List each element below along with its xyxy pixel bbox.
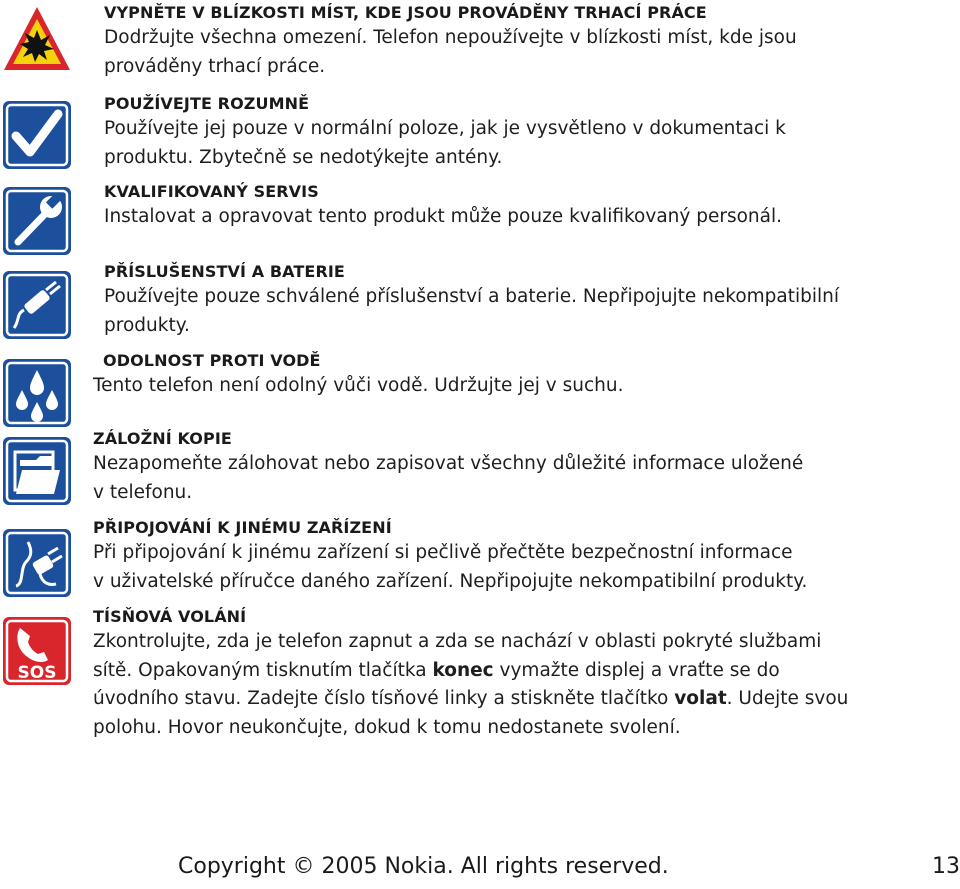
section-text: Instalovat a opravovat tento produkt může pouze kvalifikovaný personál.	[104, 206, 782, 227]
section-title: ZÁLOŽNÍ KOPIE	[93, 429, 232, 448]
text-run: sítě. Opakovaným tisknutím tlačítka	[93, 659, 433, 681]
section-title: PŘIPOJOVÁNÍ K JINÉMU ZAŘÍZENÍ	[93, 518, 392, 537]
section-text: Tento telefon není odolný vůči vodě. Udržujte jej v suchu.	[93, 375, 624, 396]
section-text: produktu. Zbytečně se nedotýkejte antény.	[104, 146, 503, 168]
section-text: Nezapomeňte zálohovat nebo zapisovat všechny důležité informace uložené	[93, 453, 804, 474]
water-drops-icon	[2, 358, 72, 428]
section-title: TÍSŇOVÁ VOLÁNÍ	[93, 607, 247, 626]
section-text	[93, 657, 848, 686]
folder-backup-icon	[2, 436, 72, 506]
section-title: PŘÍSLUŠENSTVÍ A BATERIE	[104, 262, 345, 281]
section-title: KVALIFIKOVANÝ SERVIS	[104, 182, 319, 201]
section-text: Dodržujte všechna omezení. Telefon nepoužívejte v blízkosti míst, kde jsou	[104, 27, 797, 48]
section-text: Při připojování k jinému zařízení si pečlivě přečtěte bezpečnostní informace	[93, 542, 793, 563]
section-text	[93, 685, 848, 714]
text-run: úvodního stavu. Zadejte číslo tísňové linky a stiskněte tlačítko	[93, 688, 675, 709]
section-text: prováděny trhací práce.	[104, 55, 326, 77]
checkmark-icon	[2, 100, 72, 170]
key-call-label: volat	[674, 688, 727, 709]
section-qualified-service	[104, 181, 782, 232]
section-blasting	[104, 2, 797, 81]
section-text: produkty.	[104, 314, 190, 336]
section-backup	[93, 428, 803, 507]
section-text: v telefonu.	[93, 481, 193, 503]
accessory-plug-icon	[2, 270, 72, 340]
section-text: Používejte jej pouze v normální poloze, jak je vysvětleno v dokumentaci k	[104, 118, 786, 139]
section-text: v uživatelské příručce daného zařízení. Nepřipojujte nekompatibilní produkty.	[93, 570, 808, 592]
section-title: VYPNĚTE V BLÍZKOSTI MÍST, KDE JSOU PROVÁDĚNY TRHACÍ PRÁCE	[104, 3, 707, 22]
section-water-resistance	[93, 350, 623, 401]
wrench-icon	[2, 186, 72, 256]
sos-phone-icon	[2, 616, 72, 686]
copyright-notice: Copyright © 2005 Nokia. All rights reserved.	[178, 854, 669, 879]
section-emergency-calls	[93, 606, 848, 742]
svg-text:SOS: SOS	[17, 663, 57, 683]
key-end-label: konec	[432, 659, 494, 681]
section-accessories	[104, 261, 839, 340]
connector-plug-icon	[2, 528, 72, 598]
section-title: POUŽÍVEJTE ROZUMNĚ	[104, 94, 310, 113]
section-use-sensibly	[104, 93, 786, 172]
text-run: . Udejte svou	[726, 688, 849, 709]
section-title: ODOLNOST PROTI VODĚ	[103, 351, 321, 370]
section-text: Používejte pouze schválené příslušenství a baterie. Nepřipojujte nekompatibilní	[104, 286, 840, 307]
section-connecting	[93, 517, 807, 596]
section-text: polohu. Hovor neukončujte, dokud k tomu nedostanete svolení.	[93, 716, 681, 738]
explosion-warning-icon	[2, 4, 72, 74]
page-number: 13	[932, 854, 960, 879]
section-text: Zkontrolujte, zda je telefon zapnut a zda se nachází v oblasti pokryté službami	[93, 631, 822, 652]
text-run: vymažte displej a vraťte se do	[493, 659, 780, 681]
